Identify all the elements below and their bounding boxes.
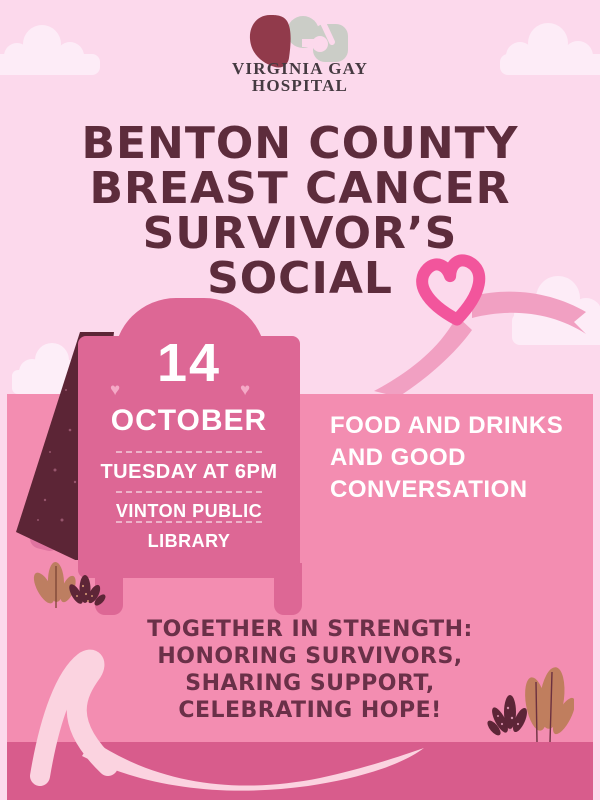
plant-icon — [28, 556, 113, 612]
event-title-line1: BENTON COUNTY — [81, 118, 519, 169]
plant-icon — [482, 662, 574, 742]
hospital-name-line2: HOSPITAL — [251, 76, 349, 95]
event-venue-line1: VINTON PUBLIC — [115, 501, 263, 521]
divider — [116, 491, 262, 493]
event-details — [330, 410, 580, 506]
heart-icon: ♥ — [240, 380, 251, 399]
event-tagline-line1: TOGETHER IN STRENGTH: — [147, 617, 473, 642]
event-time: TUESDAY AT 6PM — [100, 461, 278, 483]
awareness-ribbon-icon — [0, 640, 440, 800]
heart-icon: ♥ — [110, 380, 121, 399]
event-details-line1: FOOD AND DRINKS — [330, 412, 564, 439]
event-venue-line2: LIBRARY — [147, 531, 231, 551]
hospital-name-line1: VIRGINIA GAY — [231, 59, 369, 78]
event-title-line4: SOCIAL — [207, 253, 393, 304]
event-tagline-line3: SHARING SUPPORT, — [185, 671, 435, 696]
event-details-line2: AND GOOD — [330, 444, 466, 471]
event-title-line2: BREAST CANCER — [89, 163, 511, 214]
event-tagline-line4: CELEBRATING HOPE! — [178, 698, 442, 723]
heart-ribbon-icon — [360, 245, 600, 400]
event-title-line3: SURVIVOR’S — [142, 208, 458, 259]
event-tagline-line2: HONORING SURVIVORS, — [157, 644, 463, 669]
divider — [116, 521, 262, 523]
event-day: 14 — [156, 333, 222, 393]
event-month: OCTOBER — [110, 404, 268, 437]
event-details-line3: CONVERSATION — [330, 476, 528, 503]
divider — [116, 451, 262, 453]
